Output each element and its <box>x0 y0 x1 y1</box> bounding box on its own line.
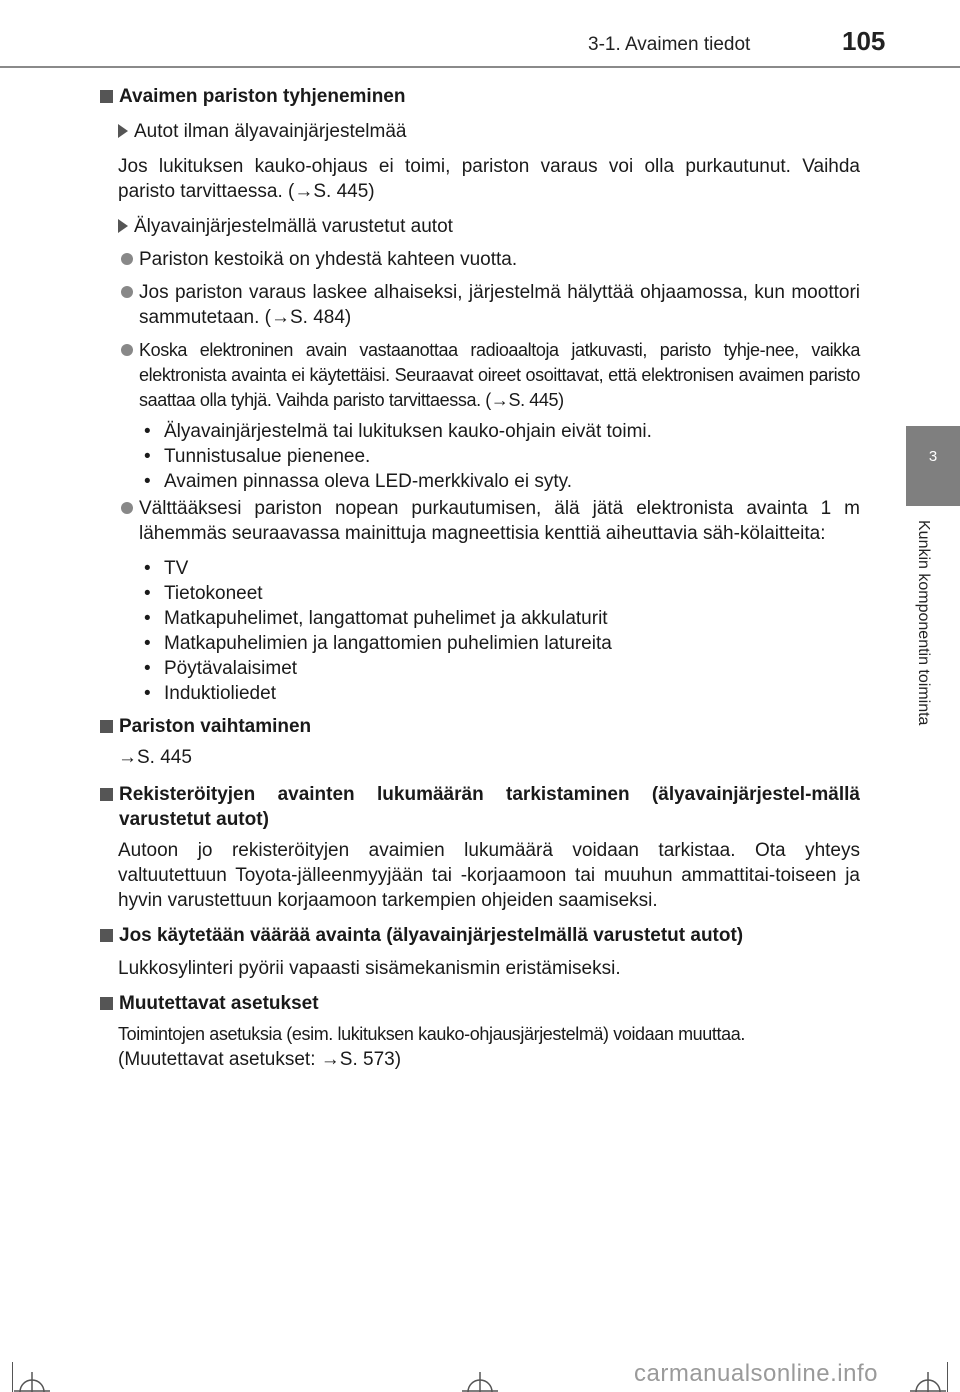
paragraph: Toimintojen asetuksia (esim. lukituksen kauko-ohjausjärjestelmä) voidaan muuttaa. <box>118 1024 745 1044</box>
list-item: • TV <box>144 558 189 579</box>
triangle-bullet-icon <box>118 124 128 138</box>
paragraph: (Muutettavat asetukset: →S. 573) <box>118 1049 402 1070</box>
crop-mark <box>947 1362 948 1392</box>
chapter-label: Kunkin komponentin toiminta <box>915 520 932 726</box>
symptom-list <box>144 419 860 494</box>
list-item: • Tietokoneet <box>144 583 263 604</box>
page-number: 105 <box>842 26 886 56</box>
paragraph: Lukkosylinteri pyörii vapaasti sisämekanismin eristämiseksi. <box>118 958 621 979</box>
list-item: • Avaimen pinnassa oleva LED-merkkivalo ei syty. <box>144 471 572 492</box>
section-heading <box>100 782 860 832</box>
chapter-tab <box>906 426 960 506</box>
dot-bullet-icon <box>121 253 133 265</box>
subheading <box>118 214 860 239</box>
heading-text: Jos käytetään väärää avainta (älyavainjärjestelmällä varustetut autot) <box>119 925 744 946</box>
watermark: carmanualsonline.info <box>634 1360 878 1387</box>
square-bullet-icon <box>100 997 113 1010</box>
dot-bullet-icon <box>121 344 133 356</box>
heading-text: Muutettavat asetukset <box>119 993 319 1014</box>
crop-mark <box>12 1362 13 1392</box>
section-heading <box>100 714 860 739</box>
dot-item <box>118 338 860 413</box>
dot-item <box>118 280 860 330</box>
section-title: 3-1. Avaimen tiedot <box>588 34 751 55</box>
section-heading <box>100 991 860 1016</box>
page-reference: →S. 445 <box>118 747 192 768</box>
section-heading <box>100 923 860 948</box>
dot-bullet-icon <box>121 286 133 298</box>
page-content <box>100 80 860 1072</box>
square-bullet-icon <box>100 929 113 942</box>
header-divider <box>0 66 960 68</box>
list-item: • Tunnistusalue pienenee. <box>144 446 371 467</box>
subheading-text: Autot ilman älyavainjärjestelmää <box>134 121 407 142</box>
registration-mark-icon <box>14 1372 50 1392</box>
dot-bullet-icon <box>121 502 133 514</box>
registration-mark-icon <box>910 1372 946 1392</box>
square-bullet-icon <box>100 720 113 733</box>
registration-mark-icon <box>462 1372 498 1392</box>
dot-item-text: Koska elektroninen avain vastaanottaa radioaaltoja jatkuvasti, paristo tyhje-nee, vaikka elektronista avainta ei käytettäisi. Seuraavat oireet osoittavat, että elektronisen avaimen paristo saattaa olla tyhjä. Vaihda paristo tarvittaessa. (→S. 445) <box>139 340 860 410</box>
subheading <box>118 119 860 144</box>
square-bullet-icon <box>100 90 113 103</box>
section-heading <box>100 84 860 109</box>
list-item: • Älyavainjärjestelmä tai lukituksen kauko-ohjain eivät toimi. <box>144 421 652 442</box>
list-item: • Matkapuhelimet, langattomat puhelimet ja akkulaturit <box>144 608 608 629</box>
triangle-bullet-icon <box>118 219 128 233</box>
dot-item-text: Jos pariston varaus laskee alhaiseksi, järjestelmä hälyttää ohjaamossa, kun moottori sammutetaan. (→S. 484) <box>139 282 860 328</box>
square-bullet-icon <box>100 788 113 801</box>
dot-item-text: Välttääksesi pariston nopean purkautumisen, älä jätä elektronista avainta 1 m lähemmäs seuraavassa mainittuja magneettisia kenttiä aiheuttavia säh-kölaitteita: <box>139 498 860 544</box>
paragraph: Autoon jo rekisteröityjen avaimien lukumäärä voidaan tarkistaa. Ota yhteys valtuutettuun Toyota-jälleenmyyjään tai -korjaamoon tai muuhun ammattitai-toiseen ja hyvin varustettuun korjaamoon tarkempien ohjeiden saamiseksi. <box>118 840 860 911</box>
dot-item-text: Pariston kestoikä on yhdestä kahteen vuotta. <box>139 249 518 270</box>
dot-item <box>118 247 860 272</box>
device-list <box>144 556 860 706</box>
heading-text: Avaimen pariston tyhjeneminen <box>119 86 406 107</box>
paragraph: Jos lukituksen kauko-ohjaus ei toimi, pariston varaus voi olla purkautunut. Vaihda paristo tarvittaessa. (→S. 445) <box>118 156 860 202</box>
dot-item <box>118 496 860 546</box>
list-item: • Matkapuhelimien ja langattomien puhelimien latureita <box>144 633 612 654</box>
list-item: • Pöytävalaisimet <box>144 658 298 679</box>
subheading-text: Älyavainjärjestelmällä varustetut autot <box>134 216 453 237</box>
heading-text: Pariston vaihtaminen <box>119 716 312 737</box>
heading-text: Rekisteröityjen avainten lukumäärän tarkistaminen (älyavainjärjestel-mällä varustetut autot) <box>119 784 860 830</box>
chapter-number: 3 <box>928 448 938 465</box>
list-item: • Induktioliedet <box>144 683 276 704</box>
